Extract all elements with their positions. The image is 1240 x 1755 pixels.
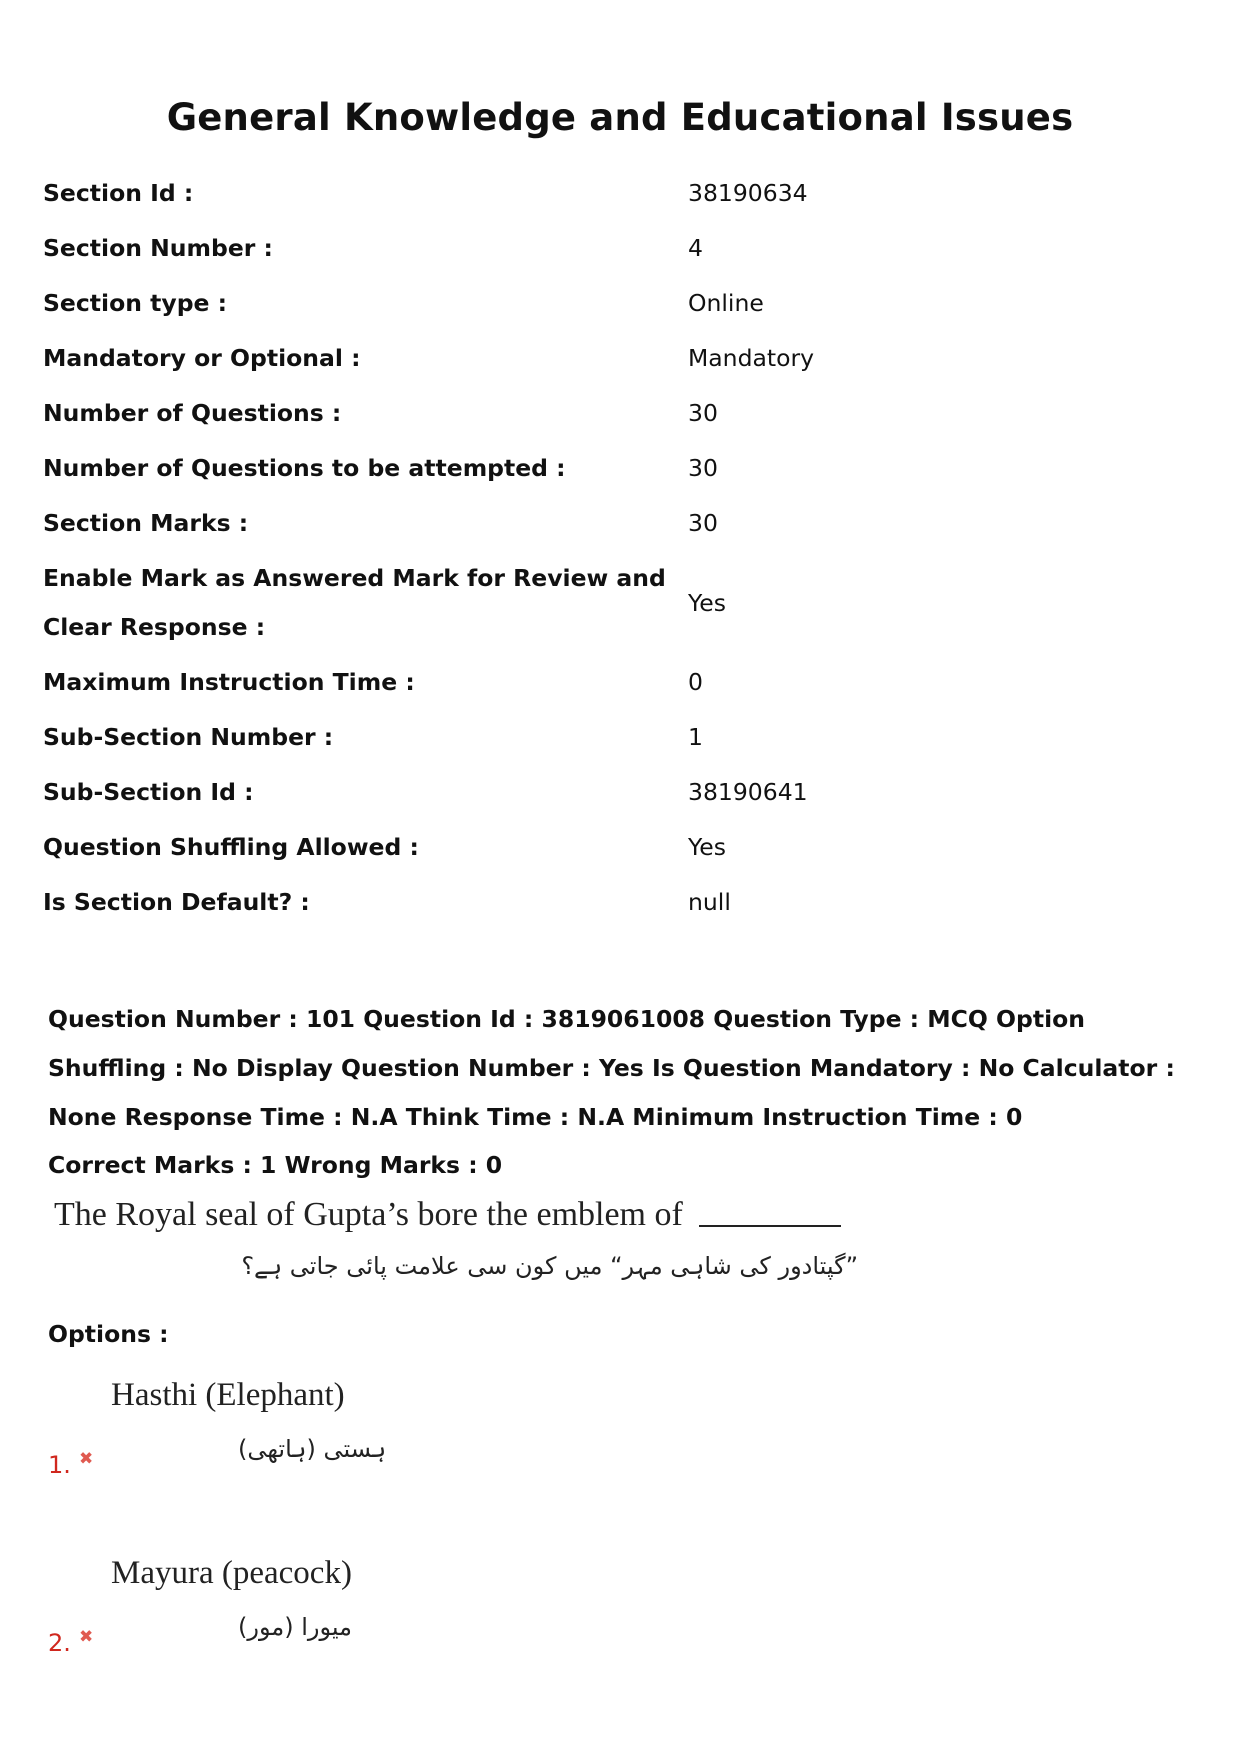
info-row-section-marks bbox=[43, 496, 1203, 551]
info-row-section-number bbox=[43, 221, 1203, 276]
section-info-table bbox=[43, 166, 1203, 930]
page-title: General Knowledge and Educational Issues bbox=[166, 96, 1074, 139]
option-text-urdu: ہستی (ہاتھی) bbox=[238, 1435, 387, 1463]
info-label: Section Marks : bbox=[43, 509, 249, 537]
info-value: Yes bbox=[688, 588, 726, 617]
info-value: 38190634 bbox=[688, 179, 808, 207]
cross-icon: ✖ bbox=[79, 1627, 94, 1647]
question-text-english bbox=[54, 1196, 841, 1234]
answer-blank bbox=[699, 1225, 841, 1227]
info-label: Number of Questions : bbox=[43, 399, 342, 427]
info-value: 38190641 bbox=[688, 778, 808, 806]
info-row-questions-to-attempt bbox=[43, 441, 1203, 496]
option-number: 2. bbox=[48, 1629, 71, 1657]
info-row-section-id bbox=[43, 166, 1203, 221]
info-row-number-of-questions bbox=[43, 386, 1203, 441]
info-value: 4 bbox=[688, 234, 703, 262]
option-text-english: Mayura (peacock) bbox=[111, 1555, 352, 1591]
info-value: 30 bbox=[688, 454, 718, 482]
info-label: Number of Questions to be attempted : bbox=[43, 454, 566, 482]
info-row-sub-section-id bbox=[43, 765, 1203, 820]
option-text-english: Hasthi (Elephant) bbox=[111, 1377, 345, 1413]
options-label: Options : bbox=[48, 1320, 169, 1348]
info-row-enable-mark bbox=[43, 551, 1203, 655]
question-marks: Correct Marks : 1 Wrong Marks : 0 bbox=[48, 1151, 503, 1179]
info-row-section-default bbox=[43, 875, 1203, 930]
info-row-mandatory bbox=[43, 331, 1203, 386]
info-label: Is Section Default? : bbox=[43, 888, 310, 916]
option-number: 1. bbox=[48, 1451, 71, 1479]
info-value: Mandatory bbox=[688, 344, 815, 372]
info-label: Section type : bbox=[43, 289, 228, 317]
question-text bbox=[48, 1190, 898, 1305]
info-label: Maximum Instruction Time : bbox=[43, 668, 415, 696]
question-text-english-content: The Royal seal of Gupta’s bore the emblem of bbox=[54, 1196, 683, 1233]
info-label: Sub-Section Id : bbox=[43, 778, 254, 806]
info-label: Section Number : bbox=[43, 234, 273, 262]
info-value: Yes bbox=[688, 833, 726, 861]
info-value: 30 bbox=[688, 399, 718, 427]
question-meta: Question Number : 101 Question Id : 3819061008 Question Type : MCQ Option Shuffling : No Display Question Number : Yes Is Question Mandatory : No Calculator : None Response Time : N.A Think Time : N.A Minimum Instruction Time : 0 bbox=[48, 1005, 1175, 1131]
info-row-question-shuffling bbox=[43, 820, 1203, 875]
info-value: 30 bbox=[688, 509, 718, 537]
info-label: Section Id : bbox=[43, 179, 194, 207]
info-label: Mandatory or Optional : bbox=[43, 344, 361, 372]
option-2[interactable] bbox=[48, 1555, 948, 1705]
option-text-urdu: میورا (مور) bbox=[238, 1613, 352, 1641]
info-value: Online bbox=[688, 289, 764, 317]
option-1[interactable] bbox=[48, 1377, 948, 1527]
info-value: 1 bbox=[688, 723, 703, 751]
info-value: 0 bbox=[688, 668, 703, 696]
question-text-urdu: ”گپتادور کی شاہی مہر“ میں کون سی علامت پائی جاتی ہے؟ bbox=[241, 1252, 858, 1280]
info-value: null bbox=[688, 888, 731, 916]
info-label: Enable Mark as Answered Mark for Review and Clear Response : bbox=[43, 564, 666, 641]
info-row-sub-section-number bbox=[43, 710, 1203, 765]
info-label: Sub-Section Number : bbox=[43, 723, 334, 751]
cross-icon: ✖ bbox=[79, 1449, 94, 1469]
info-row-max-instruction-time bbox=[43, 655, 1203, 710]
info-label: Question Shuffling Allowed : bbox=[43, 833, 419, 861]
info-row-section-type bbox=[43, 276, 1203, 331]
